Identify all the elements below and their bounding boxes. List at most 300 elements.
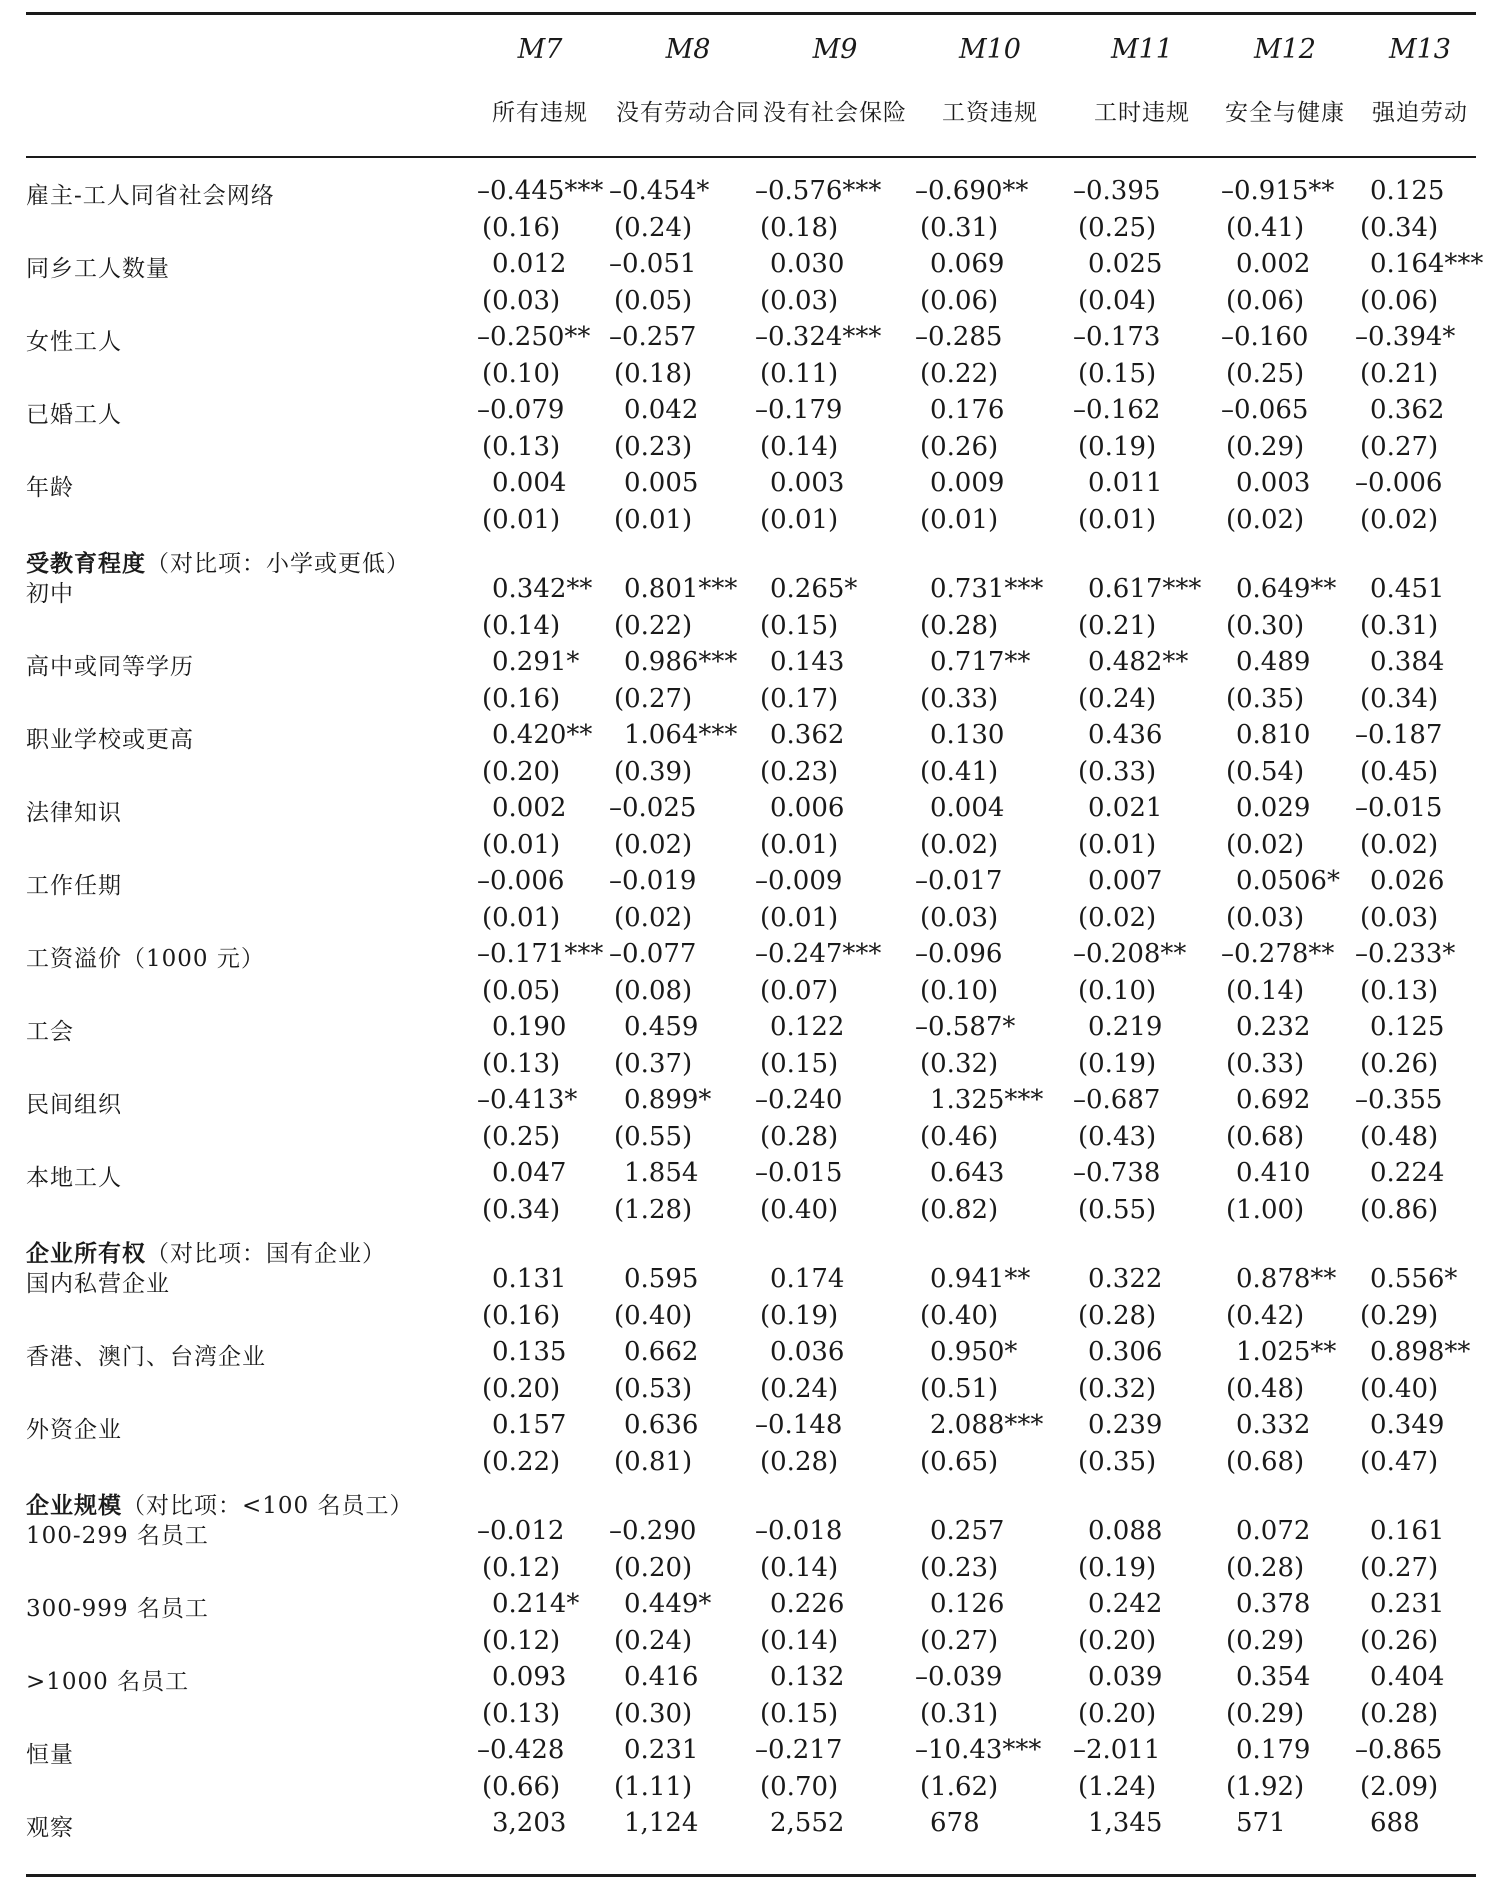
coef-cell: –0.012 — [477, 1516, 565, 1546]
se-cell: (0.13) — [1360, 975, 1439, 1006]
se-cell: (0.35) — [1078, 1446, 1157, 1477]
coef-cell: 0.012 — [492, 249, 567, 279]
se-cell: (0.26) — [1360, 1048, 1439, 1079]
row-label: 国内私营企业 — [26, 1271, 170, 1297]
se-cell: (0.02) — [614, 902, 693, 933]
coef-cell: 0.449* — [624, 1589, 712, 1619]
se-cell: (0.23) — [614, 431, 693, 462]
se-cell: (0.42) — [1226, 1300, 1305, 1331]
se-cell: (0.81) — [614, 1446, 693, 1477]
coef-cell: –0.915** — [1221, 176, 1335, 206]
coef-cell: –0.257 — [609, 322, 697, 352]
coef-cell: 0.482** — [1088, 647, 1189, 677]
se-cell: (0.02) — [1226, 829, 1305, 860]
coef-cell: 0.489 — [1236, 647, 1311, 677]
coef-cell: –0.019 — [609, 866, 697, 896]
coef-cell: 0.036 — [770, 1337, 845, 1367]
se-cell: (0.25) — [1226, 358, 1305, 389]
coef-cell: 0.226 — [770, 1589, 845, 1619]
se-cell: (0.55) — [614, 1121, 693, 1152]
column-header-m10: M10 — [958, 34, 1021, 65]
row-label: 工会 — [26, 1019, 74, 1045]
se-cell: (0.26) — [1360, 1625, 1439, 1656]
se-cell: (0.01) — [760, 829, 839, 860]
coef-cell: 0.003 — [770, 468, 845, 498]
se-cell: (0.43) — [1078, 1121, 1157, 1152]
coef-cell: 0.161 — [1370, 1516, 1445, 1546]
coef-cell: –0.015 — [1355, 793, 1443, 823]
coef-cell: –0.428 — [477, 1735, 565, 1765]
coef-cell: 0.002 — [492, 793, 567, 823]
coef-cell: –0.278** — [1221, 939, 1335, 969]
column-header-m8: M8 — [665, 34, 711, 65]
coef-cell: 0.005 — [624, 468, 699, 498]
coef-cell: 0.384 — [1370, 647, 1445, 677]
se-cell: (0.68) — [1226, 1121, 1305, 1152]
coef-cell: 0.556* — [1370, 1264, 1458, 1294]
se-cell: (0.30) — [1226, 610, 1305, 641]
se-cell: (0.03) — [1360, 902, 1439, 933]
coef-cell: 0.009 — [930, 468, 1005, 498]
se-cell: (0.15) — [760, 1048, 839, 1079]
coef-cell: 0.878** — [1236, 1264, 1337, 1294]
row-label: 女性工人 — [26, 329, 122, 355]
se-cell: (0.18) — [760, 212, 839, 243]
se-cell: (1.92) — [1226, 1771, 1305, 1802]
row-label: 年龄 — [26, 475, 74, 501]
coef-cell: 0.986*** — [624, 647, 738, 677]
coef-cell: 0.047 — [492, 1158, 567, 1188]
coef-cell: 0.135 — [492, 1337, 567, 1367]
coef-cell: –0.025 — [609, 793, 697, 823]
coef-cell: 0.662 — [624, 1337, 699, 1367]
coef-cell: 0.130 — [930, 720, 1005, 750]
se-cell: (0.82) — [920, 1194, 999, 1225]
se-cell: (0.25) — [1078, 212, 1157, 243]
coef-cell: 1.325*** — [930, 1085, 1044, 1115]
coef-cell: –0.247*** — [755, 939, 882, 969]
se-cell: (0.48) — [1360, 1121, 1439, 1152]
coef-cell: –0.413* — [477, 1085, 578, 1115]
coef-cell: 0.002 — [1236, 249, 1311, 279]
coef-cell: 0.007 — [1088, 866, 1163, 896]
coef-cell: 0.362 — [770, 720, 845, 750]
se-cell: (2.09) — [1360, 1771, 1439, 1802]
se-cell: (0.29) — [1360, 1300, 1439, 1331]
se-cell: (1.24) — [1078, 1771, 1157, 1802]
se-cell: (0.45) — [1360, 756, 1439, 787]
se-cell: (1.62) — [920, 1771, 999, 1802]
row-label: 雇主-工人同省社会网络 — [26, 183, 275, 209]
section-heading: 受教育程度（对比项：小学或更低） — [26, 550, 410, 577]
column-header-m9: M9 — [812, 34, 858, 65]
se-cell: (0.03) — [760, 285, 839, 316]
column-header-m11: M11 — [1110, 34, 1173, 65]
coef-cell: –0.079 — [477, 395, 565, 425]
section-heading: 企业规模（对比项：<100 名员工） — [26, 1492, 414, 1519]
se-cell: (0.19) — [760, 1300, 839, 1331]
se-cell: (0.24) — [614, 1625, 693, 1656]
se-cell: (0.47) — [1360, 1446, 1439, 1477]
se-cell: (0.55) — [1078, 1194, 1157, 1225]
section-heading: 企业所有权（对比项：国有企业） — [26, 1240, 386, 1267]
se-cell: (0.27) — [614, 683, 693, 714]
se-cell: (0.32) — [920, 1048, 999, 1079]
se-cell: (0.33) — [1226, 1048, 1305, 1079]
coef-cell: 0.801*** — [624, 574, 738, 604]
coef-cell: –0.179 — [755, 395, 843, 425]
coef-cell: 0.132 — [770, 1662, 845, 1692]
coef-cell: –0.324*** — [755, 322, 882, 352]
row-label: 初中 — [26, 581, 74, 607]
se-cell: (0.24) — [1078, 683, 1157, 714]
coef-cell: –0.865 — [1355, 1735, 1443, 1765]
se-cell: (0.19) — [1078, 1048, 1157, 1079]
coef-cell: 0.176 — [930, 395, 1005, 425]
coef-cell: 0.157 — [492, 1410, 567, 1440]
coef-cell: –0.217 — [755, 1735, 843, 1765]
coef-cell: –0.162 — [1073, 395, 1161, 425]
coef-cell: 0.030 — [770, 249, 845, 279]
row-label: 同乡工人数量 — [26, 256, 170, 282]
se-cell: (0.34) — [482, 1194, 561, 1225]
se-cell: (1.00) — [1226, 1194, 1305, 1225]
se-cell: (0.10) — [1078, 975, 1157, 1006]
coef-cell: 2.088*** — [930, 1410, 1044, 1440]
coef-cell: 0.362 — [1370, 395, 1445, 425]
coef-cell: –0.187 — [1355, 720, 1443, 750]
se-cell: (0.86) — [1360, 1194, 1439, 1225]
se-cell: (0.05) — [614, 285, 693, 316]
coef-cell: 0.349 — [1370, 1410, 1445, 1440]
se-cell: (0.04) — [1078, 285, 1157, 316]
se-cell: (0.14) — [760, 1552, 839, 1583]
coef-cell: 0.179 — [1236, 1735, 1311, 1765]
section-note: （对比项：小学或更低） — [146, 551, 410, 577]
coef-cell: –0.690** — [915, 176, 1029, 206]
coef-cell: 0.004 — [930, 793, 1005, 823]
se-cell: (0.33) — [920, 683, 999, 714]
se-cell: (0.53) — [614, 1373, 693, 1404]
column-subheader-m10: 工资违规 — [942, 100, 1038, 126]
coef-cell: 3,203 — [492, 1808, 567, 1838]
coef-cell: 0.420** — [492, 720, 593, 750]
se-cell: (0.19) — [1078, 1552, 1157, 1583]
se-cell: (0.41) — [920, 756, 999, 787]
coef-cell: 1,345 — [1088, 1808, 1163, 1838]
row-label: 职业学校或更高 — [26, 727, 194, 753]
row-label: 已婚工人 — [26, 402, 122, 428]
section-note: （对比项：<100 名员工） — [122, 1493, 414, 1519]
se-cell: (0.03) — [920, 902, 999, 933]
se-cell: (0.03) — [482, 285, 561, 316]
coef-cell: –0.445*** — [477, 176, 604, 206]
coef-cell: 0.039 — [1088, 1662, 1163, 1692]
se-cell: (1.11) — [614, 1771, 693, 1802]
se-cell: (0.01) — [482, 902, 561, 933]
coef-cell: 0.021 — [1088, 793, 1163, 823]
coef-cell: –0.454* — [609, 176, 710, 206]
coef-cell: 0.174 — [770, 1264, 845, 1294]
coef-cell: 0.643 — [930, 1158, 1005, 1188]
coef-cell: –0.065 — [1221, 395, 1309, 425]
coef-cell: –0.738 — [1073, 1158, 1161, 1188]
se-cell: (0.15) — [760, 610, 839, 641]
se-cell: (0.28) — [760, 1121, 839, 1152]
coef-cell: –0.148 — [755, 1410, 843, 1440]
se-cell: (0.54) — [1226, 756, 1305, 787]
coef-cell: 678 — [930, 1808, 980, 1838]
coef-cell: 0.322 — [1088, 1264, 1163, 1294]
se-cell: (0.01) — [1078, 504, 1157, 535]
se-cell: (0.29) — [1226, 1698, 1305, 1729]
se-cell: (0.16) — [482, 683, 561, 714]
se-cell: (0.02) — [1226, 504, 1305, 535]
se-cell: (0.28) — [1360, 1698, 1439, 1729]
coef-cell: 0.004 — [492, 468, 567, 498]
coef-cell: 0.257 — [930, 1516, 1005, 1546]
coef-cell: 0.404 — [1370, 1662, 1445, 1692]
row-label: 外资企业 — [26, 1417, 122, 1443]
se-cell: (0.40) — [760, 1194, 839, 1225]
row-label: 法律知识 — [26, 800, 122, 826]
coef-cell: –0.576*** — [755, 176, 882, 206]
se-cell: (0.26) — [920, 431, 999, 462]
coef-cell: 571 — [1236, 1808, 1286, 1838]
coef-cell: 0.029 — [1236, 793, 1311, 823]
column-header-m12: M12 — [1253, 34, 1316, 65]
se-cell: (0.06) — [1226, 285, 1305, 316]
se-cell: (0.13) — [482, 431, 561, 462]
se-cell: (0.40) — [920, 1300, 999, 1331]
se-cell: (0.14) — [1226, 975, 1305, 1006]
coef-cell: 0.231 — [1370, 1589, 1445, 1619]
se-cell: (0.08) — [614, 975, 693, 1006]
coef-cell: 0.941** — [930, 1264, 1031, 1294]
coef-cell: 0.069 — [930, 249, 1005, 279]
se-cell: (0.02) — [1360, 829, 1439, 860]
se-cell: (0.65) — [920, 1446, 999, 1477]
se-cell: (0.01) — [482, 504, 561, 535]
se-cell: (0.22) — [614, 610, 693, 641]
column-subheader-m11: 工时违规 — [1094, 100, 1190, 126]
se-cell: (0.01) — [920, 504, 999, 535]
row-label: 恒量 — [26, 1742, 74, 1768]
se-cell: (0.46) — [920, 1121, 999, 1152]
row-label: 观察 — [26, 1815, 74, 1841]
se-cell: (0.23) — [920, 1552, 999, 1583]
se-cell: (0.29) — [1226, 1625, 1305, 1656]
coef-cell: –0.077 — [609, 939, 697, 969]
coef-cell: 0.072 — [1236, 1516, 1311, 1546]
se-cell: (0.39) — [614, 756, 693, 787]
se-cell: (0.20) — [482, 756, 561, 787]
coef-cell: –0.240 — [755, 1085, 843, 1115]
se-cell: (0.19) — [1078, 431, 1157, 462]
column-subheader-m12: 安全与健康 — [1225, 100, 1345, 126]
se-cell: (0.12) — [482, 1625, 561, 1656]
se-cell: (0.10) — [920, 975, 999, 1006]
coef-cell: 1.025** — [1236, 1337, 1337, 1367]
coef-cell: 0.649** — [1236, 574, 1337, 604]
coef-cell: 0.898** — [1370, 1337, 1471, 1367]
coef-cell: 0.025 — [1088, 249, 1163, 279]
se-cell: (0.28) — [760, 1446, 839, 1477]
se-cell: (0.31) — [1360, 610, 1439, 641]
coef-cell: –0.394* — [1355, 322, 1456, 352]
coef-cell: 0.950* — [930, 1337, 1018, 1367]
coef-cell: 0.231 — [624, 1735, 699, 1765]
coef-cell: 0.410 — [1236, 1158, 1311, 1188]
se-cell: (0.33) — [1078, 756, 1157, 787]
coef-cell: –0.208** — [1073, 939, 1187, 969]
coef-cell: 2,552 — [770, 1808, 845, 1838]
coef-cell: 0.692 — [1236, 1085, 1311, 1115]
se-cell: (0.01) — [760, 902, 839, 933]
se-cell: (0.20) — [1078, 1698, 1157, 1729]
se-cell: (0.22) — [482, 1446, 561, 1477]
coef-cell: 0.717** — [930, 647, 1031, 677]
coef-cell: 0.378 — [1236, 1589, 1311, 1619]
se-cell: (0.35) — [1226, 683, 1305, 714]
se-cell: (0.16) — [482, 212, 561, 243]
coef-cell: 0.265* — [770, 574, 858, 604]
se-cell: (0.11) — [760, 358, 839, 389]
row-label: 本地工人 — [26, 1165, 122, 1191]
coef-cell: –0.096 — [915, 939, 1003, 969]
coef-cell: 0.214* — [492, 1589, 580, 1619]
coef-cell: 688 — [1370, 1808, 1420, 1838]
coef-cell: –0.039 — [915, 1662, 1003, 1692]
coef-cell: –0.285 — [915, 322, 1003, 352]
coef-cell: 0.131 — [492, 1264, 567, 1294]
coef-cell: 0.122 — [770, 1012, 845, 1042]
se-cell: (0.15) — [760, 1698, 839, 1729]
se-cell: (0.18) — [614, 358, 693, 389]
coef-cell: –0.017 — [915, 866, 1003, 896]
coef-cell: 1.064*** — [624, 720, 738, 750]
coef-cell: 0.436 — [1088, 720, 1163, 750]
row-label: 工作任期 — [26, 873, 122, 899]
se-cell: (0.10) — [482, 358, 561, 389]
se-cell: (0.03) — [1226, 902, 1305, 933]
coef-cell: –10.43*** — [915, 1735, 1042, 1765]
coef-cell: 0.451 — [1370, 574, 1445, 604]
coef-cell: –0.250** — [477, 322, 591, 352]
se-cell: (0.13) — [482, 1698, 561, 1729]
coef-cell: 0.003 — [1236, 468, 1311, 498]
coef-cell: 0.459 — [624, 1012, 699, 1042]
se-cell: (0.14) — [760, 431, 839, 462]
se-cell: (0.02) — [920, 829, 999, 860]
se-cell: (0.27) — [1360, 1552, 1439, 1583]
coef-cell: 1.854 — [624, 1158, 699, 1188]
coef-cell: 0.239 — [1088, 1410, 1163, 1440]
se-cell: (0.02) — [1078, 902, 1157, 933]
se-cell: (0.24) — [614, 212, 693, 243]
se-cell: (0.28) — [920, 610, 999, 641]
se-cell: (0.20) — [1078, 1625, 1157, 1656]
se-cell: (0.05) — [482, 975, 561, 1006]
coef-cell: 0.899* — [624, 1085, 712, 1115]
se-cell: (0.01) — [1078, 829, 1157, 860]
se-cell: (0.32) — [1078, 1373, 1157, 1404]
coef-cell: –0.051 — [609, 249, 697, 279]
coef-cell: 0.354 — [1236, 1662, 1311, 1692]
se-cell: (0.14) — [760, 1625, 839, 1656]
se-cell: (0.14) — [482, 610, 561, 641]
coef-cell: –0.233* — [1355, 939, 1456, 969]
coef-cell: 0.0506* — [1236, 866, 1340, 896]
se-cell: (0.29) — [1226, 431, 1305, 462]
se-cell: (0.31) — [920, 1698, 999, 1729]
table-bottom-rule — [26, 1874, 1476, 1877]
coef-cell: 0.810 — [1236, 720, 1311, 750]
coef-cell: 0.636 — [624, 1410, 699, 1440]
coef-cell: 0.088 — [1088, 1516, 1163, 1546]
coef-cell: –0.395 — [1073, 176, 1161, 206]
section-note: （对比项：国有企业） — [146, 1241, 386, 1267]
se-cell: (0.37) — [614, 1048, 693, 1079]
se-cell: (0.21) — [1360, 358, 1439, 389]
coef-cell: 0.617*** — [1088, 574, 1202, 604]
coef-cell: –0.587* — [915, 1012, 1016, 1042]
coef-cell: 0.006 — [770, 793, 845, 823]
coef-cell: 0.342** — [492, 574, 593, 604]
se-cell: (0.01) — [760, 504, 839, 535]
row-label: 民间组织 — [26, 1092, 122, 1118]
se-cell: (0.17) — [760, 683, 839, 714]
coef-cell: 0.126 — [930, 1589, 1005, 1619]
coef-cell: –0.171*** — [477, 939, 604, 969]
row-label: 香港、澳门、台湾企业 — [26, 1344, 266, 1370]
row-label: 工资溢价（1000 元） — [26, 946, 265, 972]
coef-cell: 0.190 — [492, 1012, 567, 1042]
row-label: 100-299 名员工 — [26, 1523, 209, 1549]
se-cell: (0.23) — [760, 756, 839, 787]
coef-cell: –0.160 — [1221, 322, 1309, 352]
se-cell: (0.28) — [1226, 1552, 1305, 1583]
coef-cell: 0.042 — [624, 395, 699, 425]
column-subheader-m7: 所有违规 — [492, 100, 588, 126]
se-cell: (0.02) — [614, 829, 693, 860]
coef-cell: 0.242 — [1088, 1589, 1163, 1619]
coef-cell: –0.006 — [1355, 468, 1443, 498]
se-cell: (0.31) — [920, 212, 999, 243]
se-cell: (0.48) — [1226, 1373, 1305, 1404]
coef-cell: 0.219 — [1088, 1012, 1163, 1042]
coef-cell: 0.731*** — [930, 574, 1044, 604]
se-cell: (0.24) — [760, 1373, 839, 1404]
row-label: 300-999 名员工 — [26, 1596, 209, 1622]
se-cell: (0.06) — [1360, 285, 1439, 316]
coef-cell: 0.164*** — [1370, 249, 1484, 279]
se-cell: (0.68) — [1226, 1446, 1305, 1477]
column-subheader-m8: 没有劳动合同 — [616, 100, 760, 126]
se-cell: (0.34) — [1360, 683, 1439, 714]
coef-cell: –0.290 — [609, 1516, 697, 1546]
se-cell: (0.20) — [482, 1373, 561, 1404]
coef-cell: 0.232 — [1236, 1012, 1311, 1042]
se-cell: (0.20) — [614, 1552, 693, 1583]
se-cell: (0.02) — [1360, 504, 1439, 535]
coef-cell: 0.011 — [1088, 468, 1163, 498]
column-subheader-m9: 没有社会保险 — [763, 100, 907, 126]
se-cell: (0.51) — [920, 1373, 999, 1404]
se-cell: (0.15) — [1078, 358, 1157, 389]
coef-cell: 0.143 — [770, 647, 845, 677]
coef-cell: –0.009 — [755, 866, 843, 896]
